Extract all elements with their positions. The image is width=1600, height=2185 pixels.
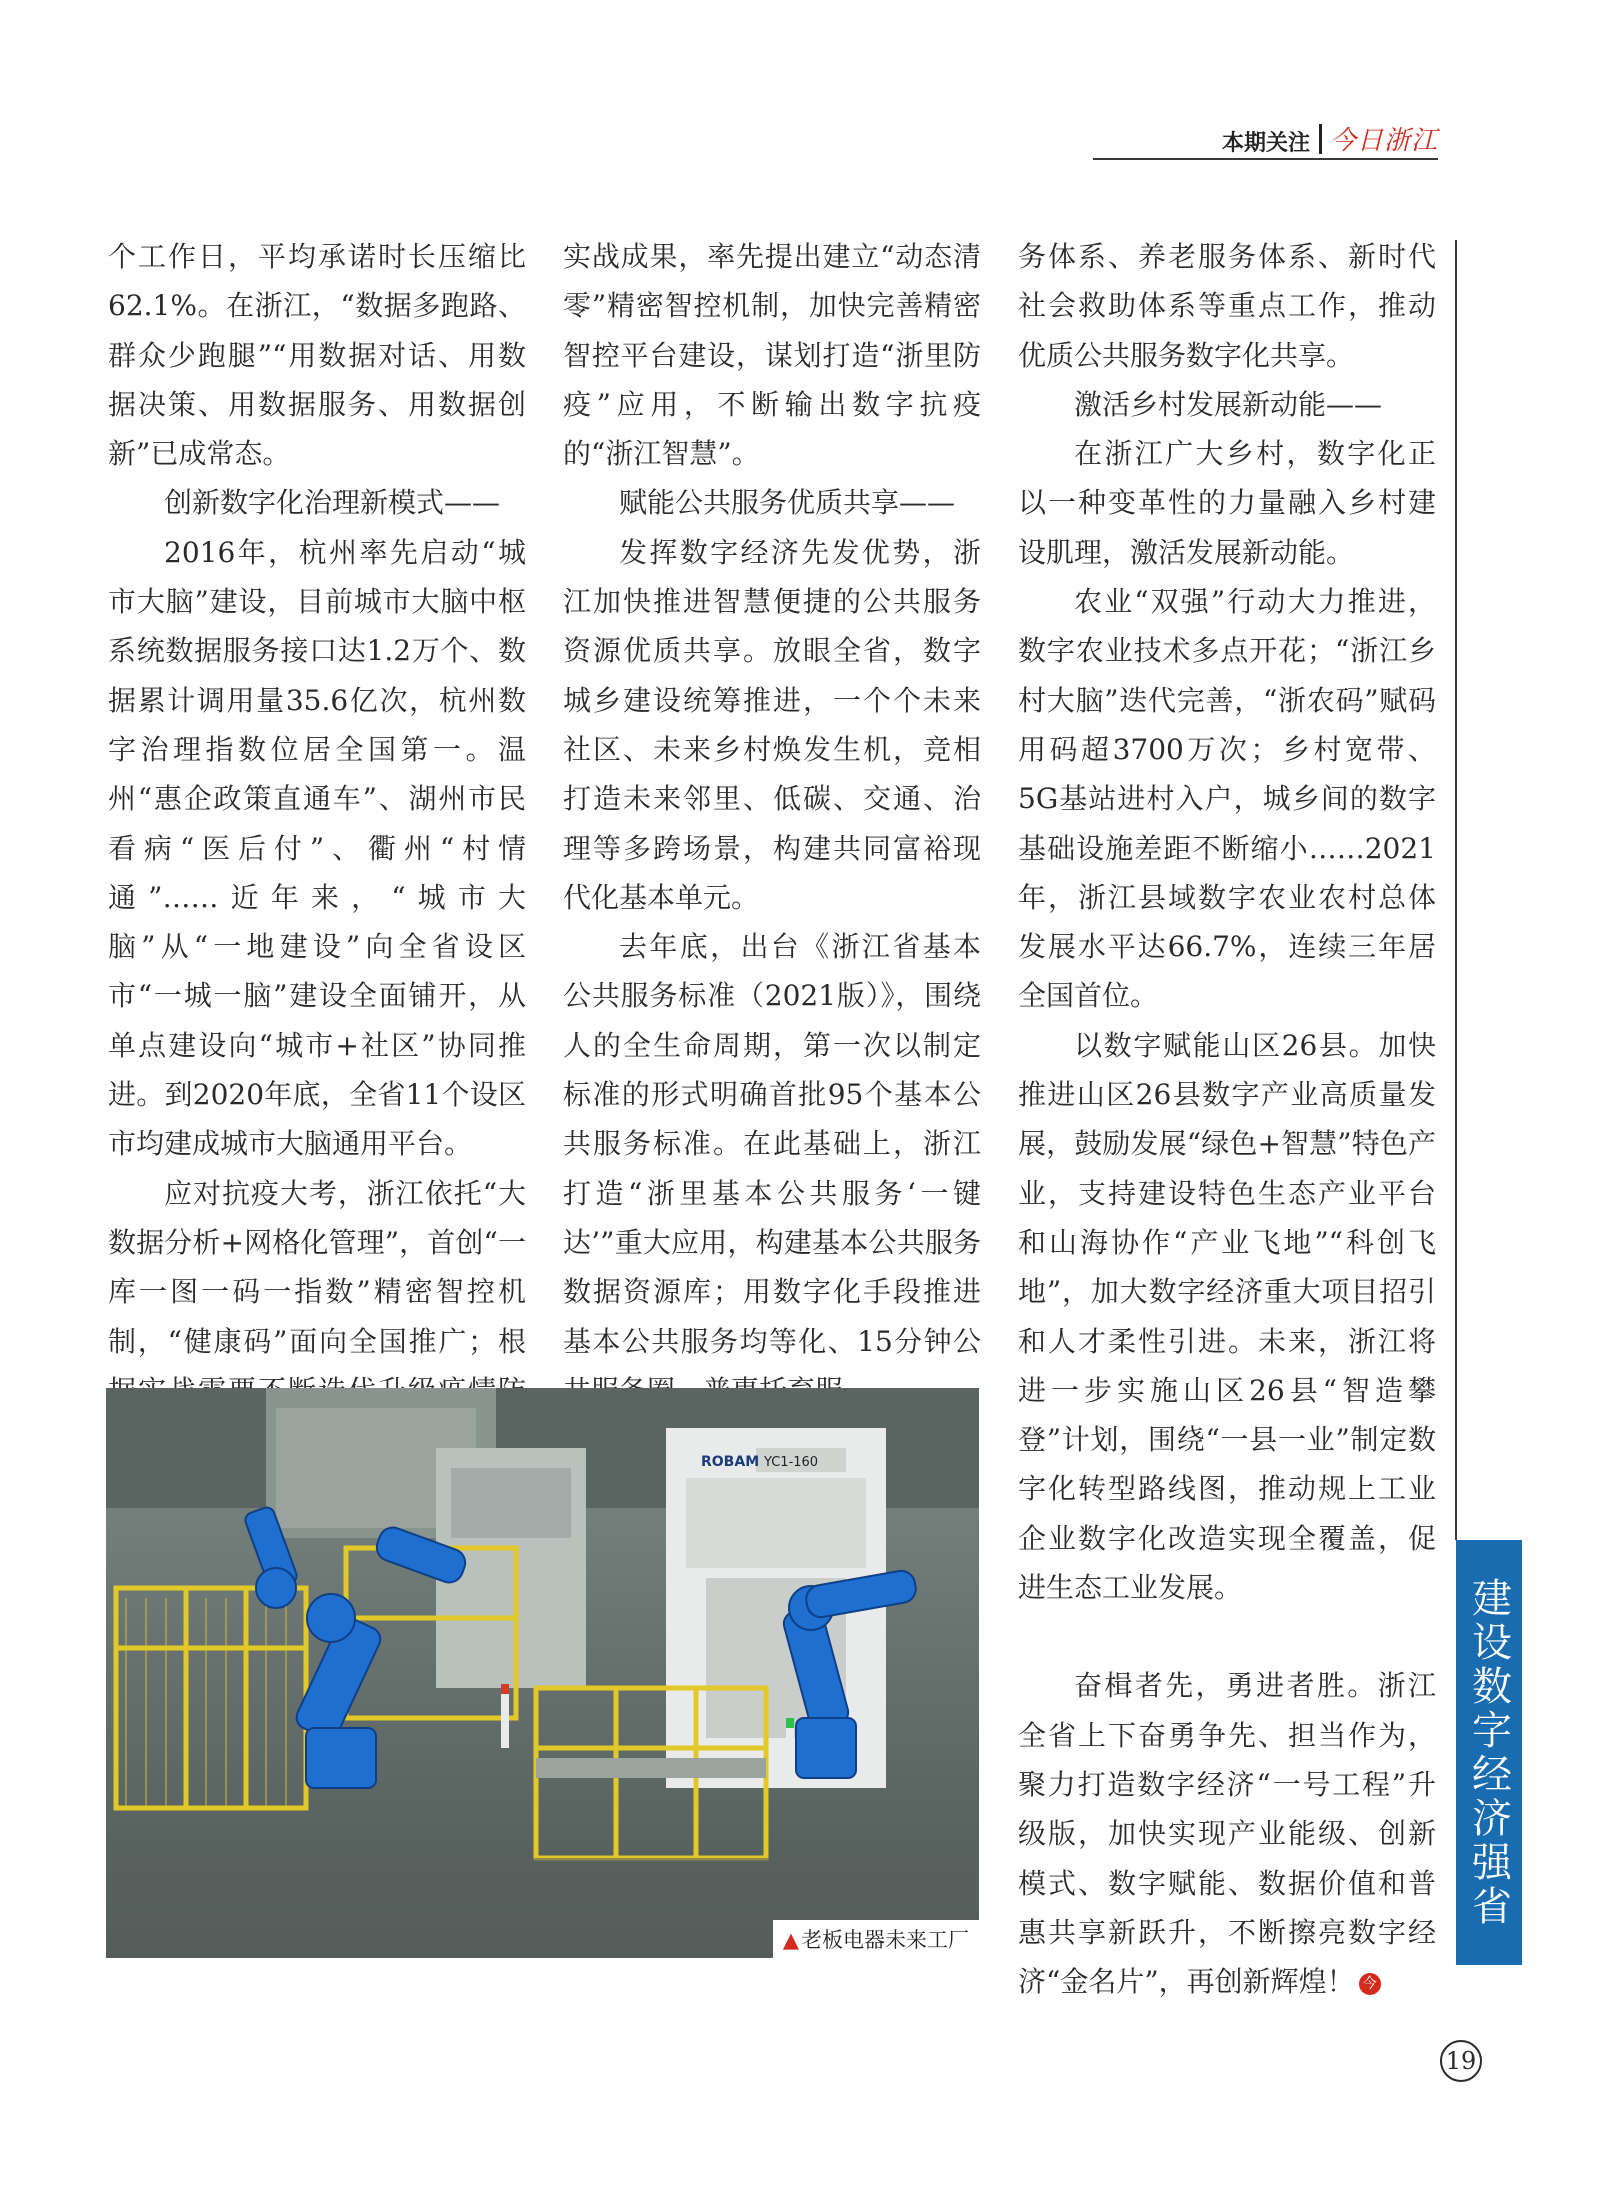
factory-photo	[106, 1388, 979, 1958]
paragraph: 去年底，出台《浙江省基本公共服务标准（2021版）》，围绕人的全生命周期，第一次以制定标准的形式明确首批95个基本公共服务标准。在此基础上，浙江打造“浙里基本公共服务‘一键达’”重大应用，构建基本公共服务数据资源库；用数字化手段推进基本公共服务均等化、15分钟公	[563, 930, 981, 1358]
end-mark-icon: 今	[1359, 1973, 1381, 1995]
paragraph: 发挥数字经济先发优势，浙江加快推进智慧便捷的公共服务资源优质共享。放眼全省，数字城乡建设统筹推进，一个个未来社区、未来乡村焕发生机，竞相打造未来邻里、低碳、交通、治理等多跨场景，构建共同富裕现代化基本单元。	[563, 535, 981, 914]
subheading: 赋能公共服务优质共享——	[619, 486, 956, 520]
page-number: 19	[1440, 2040, 1482, 2082]
paragraph: 实战成果，率先提出建立“动态清零”精密智控机制，加快完善精密智控平台建设，谋划打造“浙里防疫”应用，不断输出数字抗疫的“浙江智慧”。	[563, 240, 981, 471]
photo-caption	[773, 1920, 979, 1958]
paragraph: 务体系、养老服务体系、新时代社会救助体系等重点工作，推动优质公共服务数字化共享。	[1018, 240, 1436, 372]
text-column-3	[1018, 232, 1436, 2006]
header-divider	[1319, 124, 1322, 154]
machine-brand-label: ROBAM	[701, 1454, 760, 1470]
paragraph: 农业“双强”行动大力推进，数字农业技术多点开花；“浙江乡村大脑”迭代完善，“浙农码”赋码用码超3700万次；乡村宽带、5G基站进村入户，城乡间的数字基础设施差距不断缩小……2021年，浙江县域数字农业农村总体发展水平达66.7%，连续三年居全国首位。	[1018, 585, 1436, 1013]
page-header	[1093, 120, 1438, 160]
closing-paragraph	[1018, 1661, 1436, 2006]
paragraph: 个工作日，平均承诺时长压缩比62.1%。在浙江，“数据多跑路、群众少跑腿”“用数据对话、用数据决策、用数据服务、用数据创新”已成常态。	[108, 240, 526, 471]
paragraph: 2016年，杭州率先启动“城市大脑”建设，目前城市大脑中枢系统数据服务接口达1.2万个、数据累计调用量35.6亿次，杭州数字治理指数位居全国第一。温州“惠企政策直通车”、湖州市民看病“医后付”、衢州“村情通”……近年来，“城市大脑”从“一地建设”向全省设区市“一城一脑”建设全面铺开，从单点建设向“城市+社区”协同推进。到2020年底，全省11个设区市均建成城市大脑通用平台。	[108, 535, 526, 1161]
subheading: 创新数字化治理新模式——	[164, 486, 501, 520]
paragraph: 在浙江广大乡村，数字化正以一种变革性的力量融入乡村建设肌理，激活发展新动能。	[1018, 437, 1436, 569]
closing-text: 奋楫者先，勇进者胜。浙江全省上下奋勇争先、担当作为，聚力打造数字经济“一号工程”升级版，加快实现产业能级、创新模式、数字赋能、数据价值和普惠共享新跃升，不断擦亮数字经济“金名片”，再创新辉煌！	[1018, 1669, 1436, 1999]
subheading: 激活乡村发展新动能——	[1074, 387, 1383, 421]
side-tab-label: 建设数字经济强省	[1465, 1576, 1512, 1929]
paragraph: 应对抗疫大考，浙江依托“大数据分析+网格化管理”，首创“一库一图一码一指数”精密智控机制，“健康码”面向全国推广；根	[108, 1176, 526, 1358]
caption-triangle-icon: ▲	[782, 1928, 799, 1952]
paragraph: 以数字赋能山区26县。加快推进山区26县数字产业高质量发展，鼓励发展“绿色+智慧”特色产业，支持建设特色生态产业平台和山海协作“产业飞地”“科创飞地”，加大数字经济重大项目招引和人才柔性引进。未来，浙江将进一步实施山区26县“智造攀登”计划，围绕“一县一业”制定数字化转型路线图，推动规上工业企业数字化改造实现全覆盖，促进生态工业发展。	[1018, 1028, 1436, 1605]
text-column-1	[108, 232, 526, 1464]
text-column-2	[563, 232, 981, 1415]
caption-text: 老板电器未来工厂	[801, 1928, 969, 1952]
factory-illustration	[106, 1388, 979, 1958]
header-rule	[1093, 158, 1438, 160]
side-tab	[1456, 1540, 1522, 1965]
magazine-logo: 今日浙江	[1329, 126, 1438, 156]
section-title: 本期关注	[1221, 131, 1310, 156]
column-rule	[1455, 240, 1457, 1540]
machine-model-label: YC1-160	[764, 1455, 819, 1470]
